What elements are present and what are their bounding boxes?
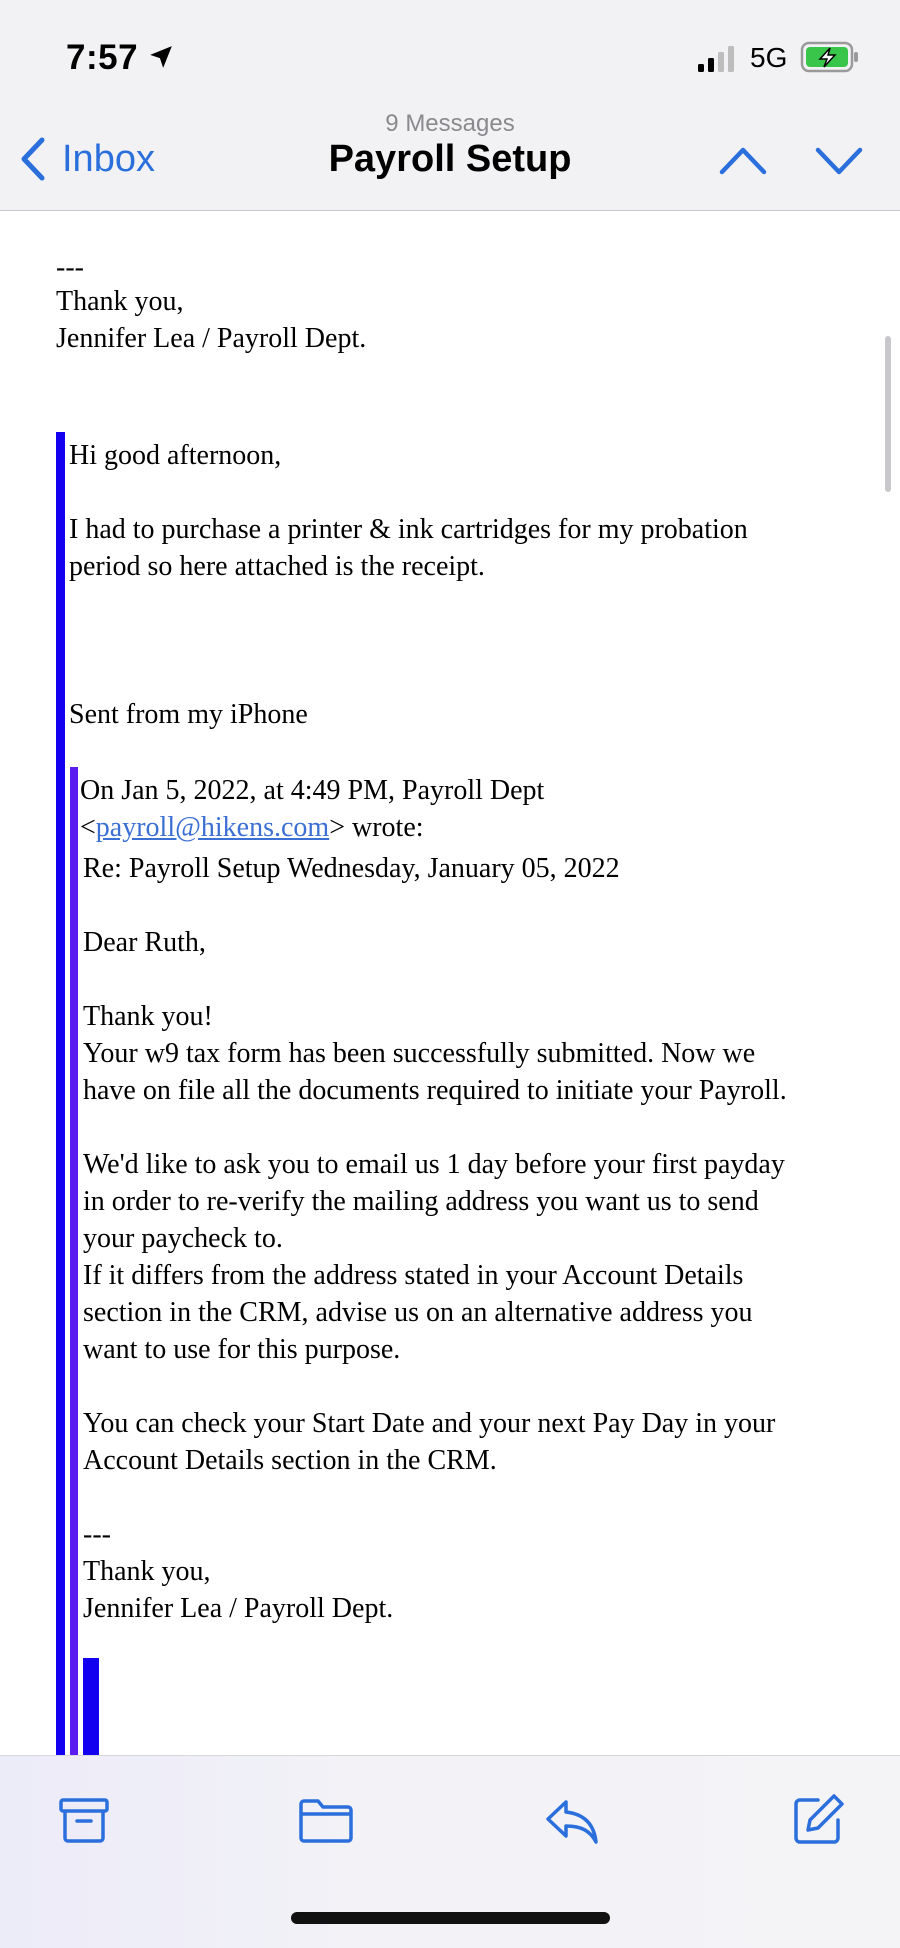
sender-email-link[interactable]: payroll@hikens.com: [95, 812, 330, 843]
reply-icon[interactable]: [544, 1792, 600, 1848]
quote-bar-outer: [56, 432, 65, 1755]
back-label: Inbox: [62, 137, 155, 180]
location-arrow-icon: [148, 44, 174, 70]
chevron-up-icon[interactable]: [718, 140, 768, 180]
quoted-line: Your w9 tax form has been successfully submitted. Now we: [83, 1038, 756, 1069]
quote-bar-inner: [70, 767, 78, 1755]
quote-header: On Jan 5, 2022, at 4:49 PM, Payroll Dept: [80, 775, 545, 806]
quoted-line: Account Details section in the CRM.: [83, 1445, 497, 1476]
quoted-line: You can check your Start Date and your next Pay Day in your: [83, 1408, 776, 1439]
quote-email-close: > wrote:: [329, 812, 424, 843]
battery-charging-icon: [800, 40, 860, 74]
signature-thanks: Thank you,: [56, 286, 184, 317]
quoted-line: in order to re-verify the mailing address you want us to send: [83, 1186, 759, 1217]
compose-icon[interactable]: [790, 1792, 846, 1848]
status-time: 7:57: [66, 38, 139, 77]
quoted-line: If it differs from the address stated in your Account Details: [83, 1260, 744, 1291]
quoted-signature-separator: ---: [83, 1519, 111, 1550]
quoted-signature-name: Jennifer Lea / Payroll Dept.: [83, 1593, 394, 1624]
quoted-line: We'd like to ask you to email us 1 day before your first payday: [83, 1149, 785, 1180]
quoted-line: have on file all the documents required to initiate your Payroll.: [83, 1075, 787, 1106]
chevron-down-icon[interactable]: [814, 140, 864, 180]
body-line: I had to purchase a printer & ink cartridges for my probation: [69, 514, 748, 545]
status-bar: [0, 0, 900, 110]
signal-bars-icon: [698, 46, 738, 72]
page-title: Payroll Setup: [328, 138, 572, 180]
quoted-thanks: Thank you!: [83, 1001, 213, 1032]
quote-email-open: <: [80, 812, 96, 843]
quoted-line: your paycheck to.: [83, 1223, 283, 1254]
greeting: Hi good afternoon,: [69, 440, 282, 471]
message-count: 9 Messages: [385, 110, 515, 137]
quoted-signature-thanks: Thank you,: [83, 1556, 211, 1587]
folder-icon[interactable]: [298, 1792, 354, 1848]
sent-from-signature: Sent from my iPhone: [69, 699, 308, 730]
signature-name: Jennifer Lea / Payroll Dept.: [56, 323, 367, 354]
quoted-line: section in the CRM, advise us on an alternative address you: [83, 1297, 753, 1328]
home-indicator[interactable]: [291, 1912, 610, 1924]
quoted-line: want to use for this purpose.: [83, 1334, 401, 1365]
message-body: [0, 211, 900, 1755]
signature-separator: ---: [56, 252, 84, 283]
scrollbar[interactable]: [885, 336, 891, 492]
quoted-salutation: Dear Ruth,: [83, 927, 206, 958]
body-line: period so here attached is the receipt.: [69, 551, 485, 582]
archive-icon[interactable]: [56, 1792, 112, 1848]
navigation-bar: [0, 110, 900, 211]
quote-header-email: [80, 809, 424, 846]
network-type: 5G: [750, 42, 788, 73]
quote-bar-nested: [83, 1658, 99, 1755]
quoted-subject: Re: Payroll Setup Wednesday, January 05, 2022: [83, 853, 620, 884]
